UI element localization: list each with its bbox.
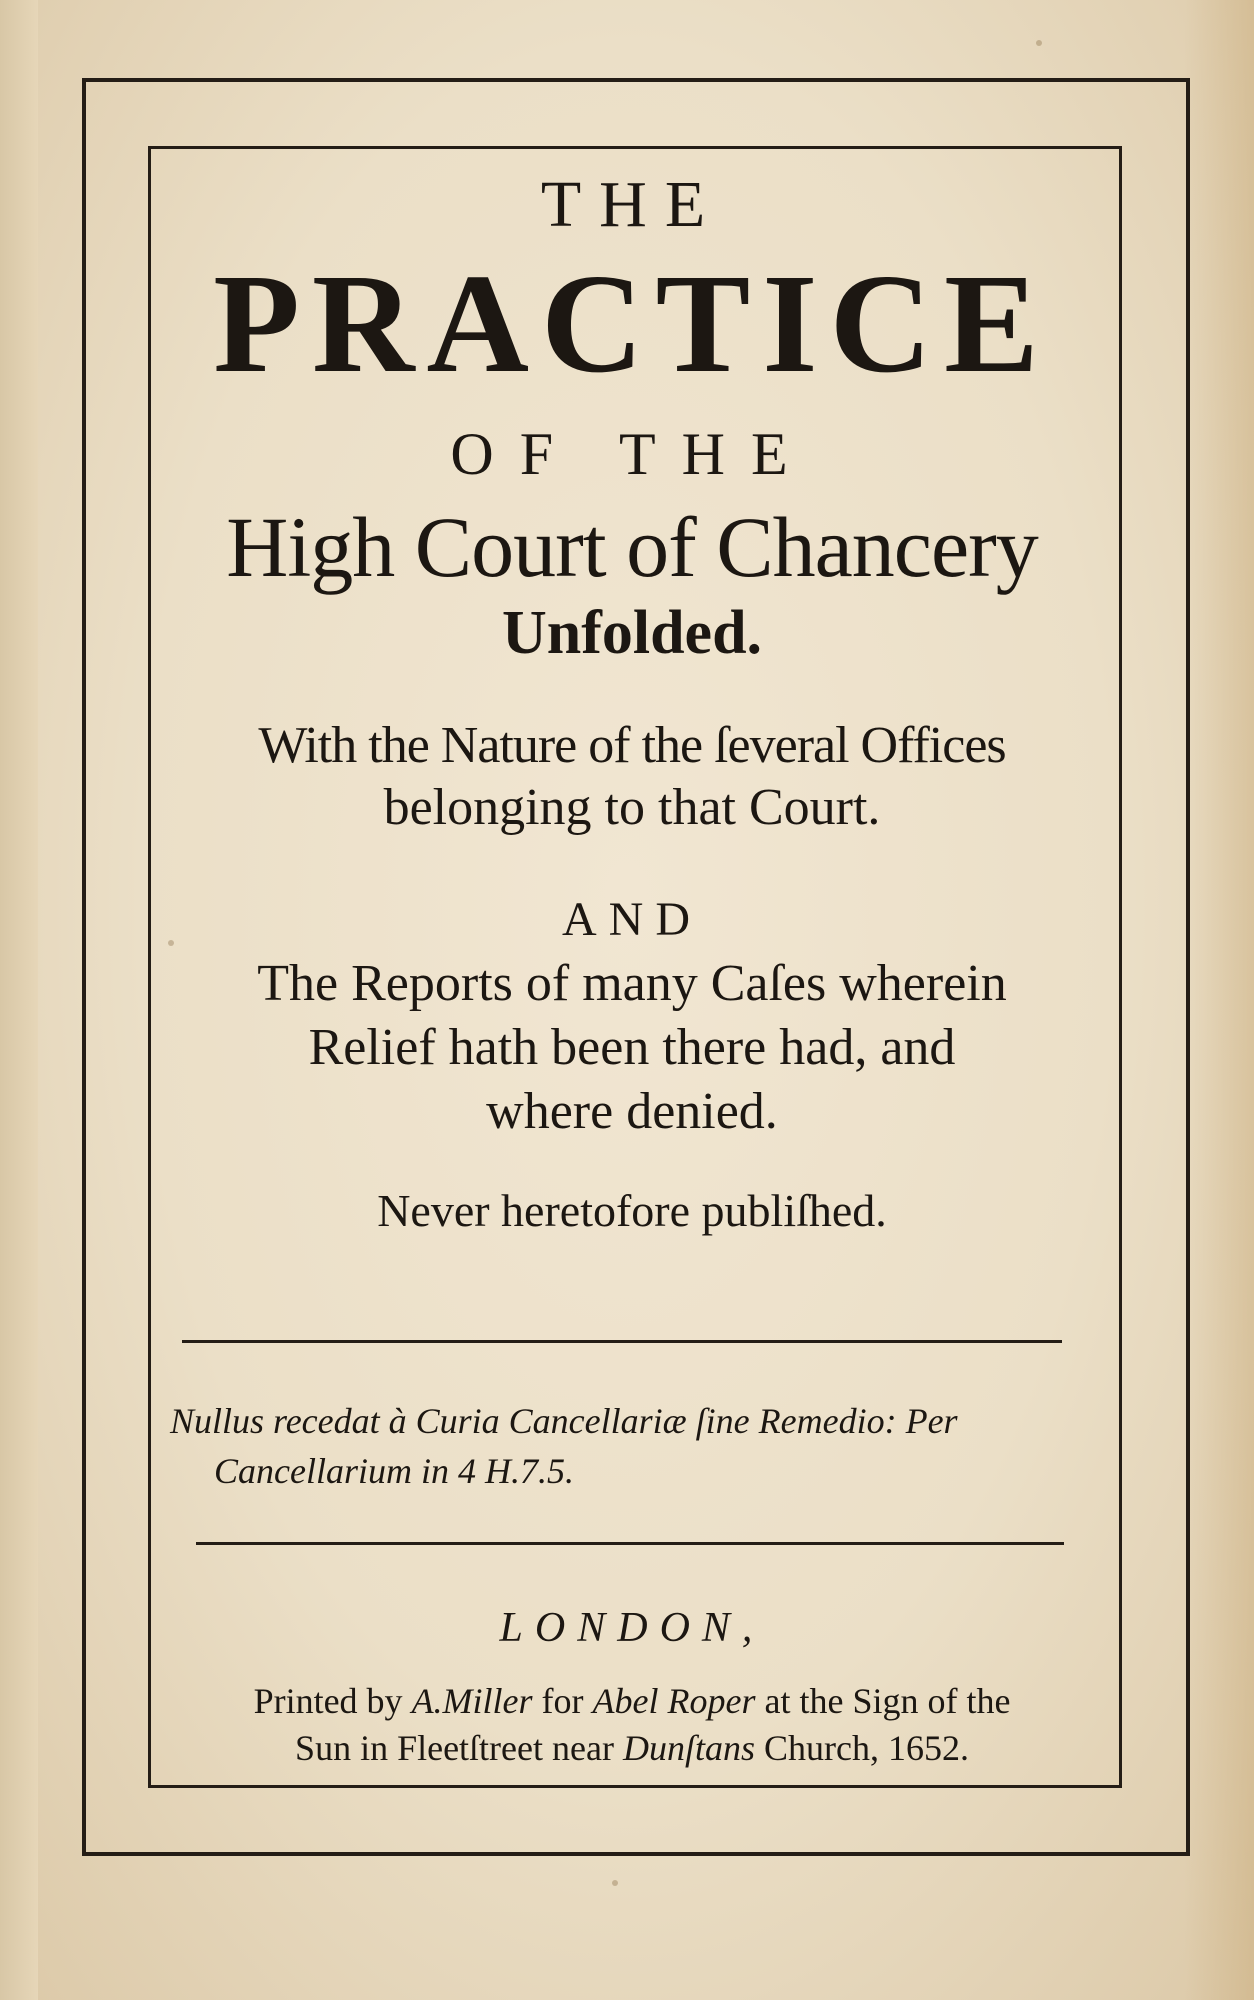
- title-unfolded: Unfolded.: [501, 599, 763, 667]
- motto-line-2: Cancellarium in 4 H.7.5.: [214, 1451, 574, 1492]
- paper-speck: [168, 940, 174, 946]
- imprint-printer-line: [148, 1678, 1116, 1772]
- divider-rule-bottom: [196, 1542, 1064, 1545]
- title-of-the: OF THE: [450, 421, 814, 487]
- reports-line-2: Relief hath been there had, and: [308, 1019, 956, 1076]
- date-text: Church, 1652.: [754, 1727, 969, 1768]
- imprint: [148, 1604, 1116, 1772]
- book-gutter: [0, 0, 38, 2000]
- address-text: Sun in Fleetſtreet near: [295, 1727, 623, 1768]
- and-heading: AND: [562, 893, 702, 946]
- imprint-city: LONDON,: [499, 1605, 765, 1651]
- never-published: Never heretofore publiſhed.: [377, 1185, 887, 1236]
- page-edge-stain: [1184, 0, 1254, 2000]
- latin-motto: [170, 1396, 1090, 1497]
- printer-name: A.Miller: [411, 1681, 533, 1721]
- title-block: [148, 150, 1116, 1234]
- for-text: for: [532, 1681, 593, 1721]
- reports-line-1: The Reports of many Caſes wherein: [257, 955, 1007, 1012]
- sign-text: at the Sign of the: [755, 1681, 1011, 1721]
- church-name: Dunſtans: [622, 1727, 755, 1768]
- reports-line-3: where denied.: [486, 1083, 778, 1140]
- title-practice: PRACTICE: [213, 244, 1051, 402]
- paper-speck: [1036, 40, 1042, 46]
- subtitle-line-2: belonging to that Court.: [383, 779, 881, 836]
- title-the: THE: [540, 168, 724, 241]
- divider-rule-top: [182, 1340, 1062, 1343]
- paper-speck: [612, 1880, 618, 1886]
- subtitle-line-1: With the Nature of the ſeveral Offices: [258, 717, 1006, 774]
- motto-line-1: Nullus recedat à Curia Cancellariæ ſine Remedio: Per: [170, 1401, 958, 1441]
- bookseller-name: Abel Roper: [592, 1681, 756, 1721]
- title-high-court: High Court of Chancery: [226, 499, 1038, 595]
- printed-by-text: Printed by: [253, 1681, 403, 1721]
